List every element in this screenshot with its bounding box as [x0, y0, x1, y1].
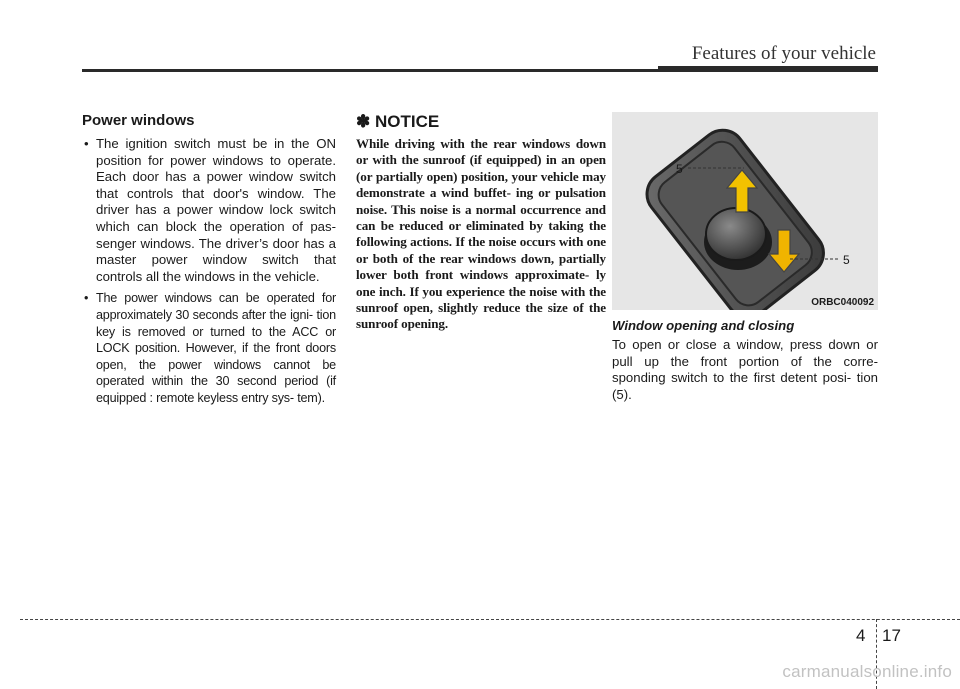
notice-body: While driving with the rear windows down or with the sunroof (if equipped) in an open (or partially open) position, your vehicle may demonstrate a wind buffet- ing or pulsation noise. This noise is a normal occurrence and can be reduced or eliminated by taking the following actions. If the noise occurs with one or both of the rear windows down, partially lower both front windows approximate- ly one inch. If you experience the noise with the sunroof open, slightly reduce the size of the sunroof opening.: [356, 136, 606, 332]
bullet-item: • The power windows can be operated for approximately 30 seconds after the igni- tion key is removed or turned to the ACC or LOCK position. However, if the front doors open, the power windows cannot be operated within the 30 second period (if equipped : remote keyless entry sys- tem).: [82, 290, 336, 406]
footer-rule: [20, 619, 960, 620]
page-number: 17: [882, 626, 901, 645]
window-operation-section: [612, 112, 878, 403]
watermark: carmanualsonline.info: [782, 662, 952, 681]
chapter-number: 4: [856, 626, 866, 645]
bullet-list: [82, 136, 336, 407]
power-windows-section: [82, 112, 336, 412]
figure-code: ORBC040092: [811, 297, 874, 308]
subsection-title: Window opening and closing: [612, 318, 795, 333]
section-title: Power windows: [82, 112, 195, 129]
callout-label-top: 5: [676, 162, 683, 176]
switch-knob: [706, 208, 766, 260]
subsection-body: To open or close a window, press down or pull up the front portion of the corre- sponding switch to the first detent posi- tion (5).: [612, 337, 878, 402]
page-header-title: Features of your vehicle: [691, 43, 876, 64]
header-rule-accent: [658, 66, 878, 72]
notice-title: ✽ NOTICE: [356, 112, 440, 131]
callout-label-bottom: 5: [843, 253, 850, 267]
window-switch-figure: [612, 112, 878, 310]
bullet-item: • The ignition switch must be in the ON position for power windows to operate. Each door has a power window switch that controls that door's window. The driver has a power window lock switch which can block the operation of pas- senger windows. The driver’s door has a master power window switch that controls all the windows in the vehicle.: [82, 136, 336, 285]
window-switch-illustration: [612, 112, 878, 310]
notice-section: [356, 112, 606, 333]
